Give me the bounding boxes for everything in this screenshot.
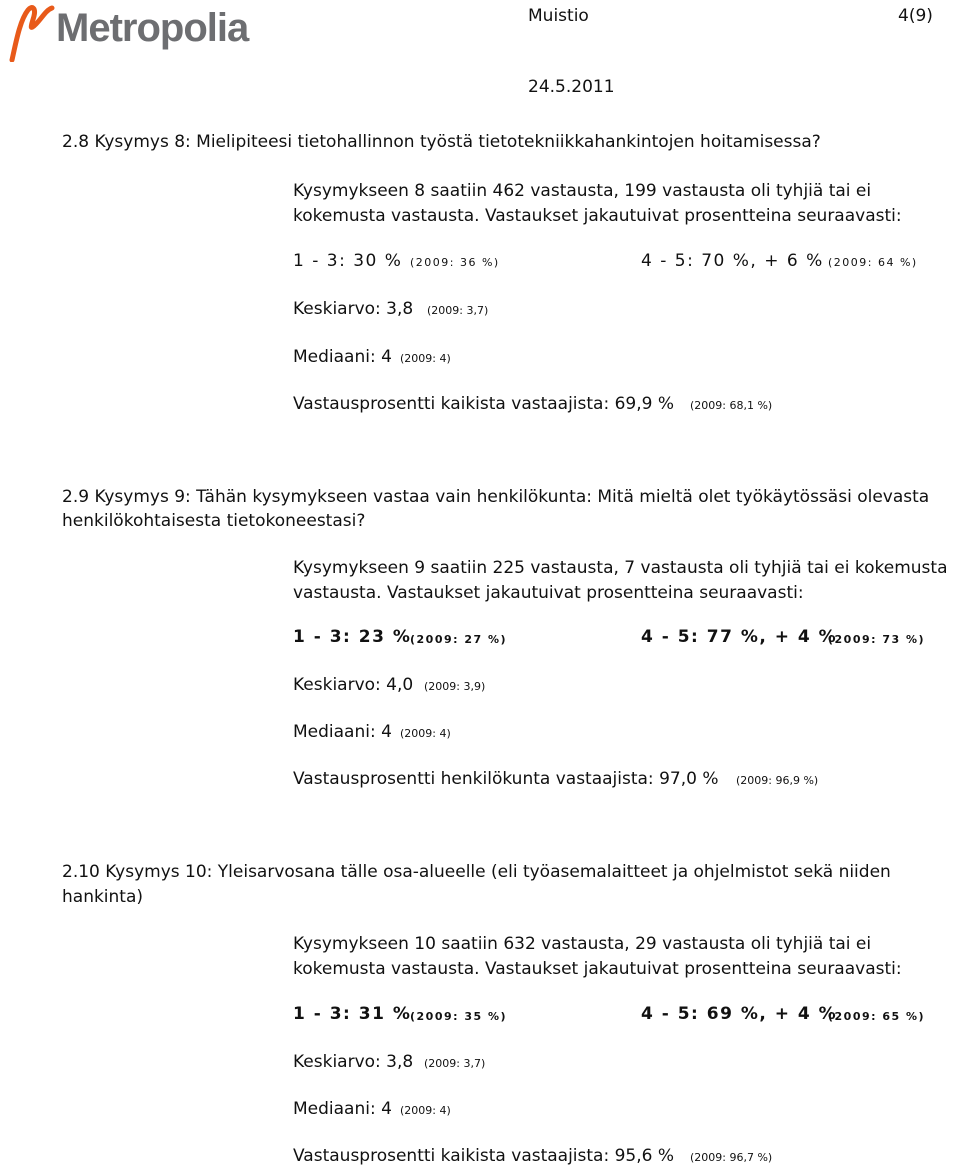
response-rate-2009: (2009: 68,1 %)	[690, 399, 773, 412]
response-rate: Vastausprosentti henkilökunta vastaajista: 97,0 %	[293, 769, 719, 789]
page-number: 4(9)	[898, 6, 933, 26]
mean-2009: (2009: 3,7)	[427, 304, 489, 317]
mean-value: Keskiarvo: 3,8	[293, 1052, 414, 1072]
section-heading: 2.9 Kysymys 9: Tähän kysymykseen vastaa vain henkilökunta: Mitä mieltä olet työkäytössäsi olevasta	[62, 487, 930, 507]
mean-value: Keskiarvo: 4,0	[293, 675, 414, 695]
section-heading: hankinta)	[62, 887, 144, 907]
document-type: Muistio	[528, 6, 589, 26]
low-score-share: 1 - 3: 30 %	[293, 251, 403, 271]
response-rate-2009: (2009: 96,7 %)	[690, 1151, 773, 1164]
document-date: 24.5.2011	[528, 77, 615, 97]
mean-value: Keskiarvo: 3,8	[293, 299, 414, 319]
low-score-2009: (2009: 35 %)	[410, 1010, 508, 1023]
response-rate: Vastausprosentti kaikista vastaajista: 69,9 %	[293, 394, 675, 414]
response-summary: kokemusta vastausta. Vastaukset jakautuivat prosentteina seuraavasti:	[293, 959, 902, 979]
logo-wordmark: Metropolia	[56, 6, 249, 50]
mean-2009: (2009: 3,7)	[424, 1057, 486, 1070]
low-score-share: 1 - 3: 31 %	[293, 1004, 412, 1024]
mean-2009: (2009: 3,9)	[424, 680, 486, 693]
response-rate: Vastausprosentti kaikista vastaajista: 95,6 %	[293, 1146, 675, 1166]
high-score-share: 4 - 5: 70 %, + 6 %	[641, 251, 824, 271]
response-summary: vastausta. Vastaukset jakautuivat prosentteina seuraavasti:	[293, 583, 804, 603]
low-score-2009: (2009: 27 %)	[410, 633, 508, 646]
section-heading: henkilökohtaisesta tietokoneestasi?	[62, 511, 366, 531]
low-score-share: 1 - 3: 23 %	[293, 627, 412, 647]
metropolia-swoosh-icon	[6, 2, 56, 62]
section-heading: 2.10 Kysymys 10: Yleisarvosana tälle osa-alueelle (eli työasemalaitteet ja ohjelmistot sekä niiden	[62, 862, 891, 882]
response-summary: kokemusta vastausta. Vastaukset jakautuivat prosentteina seuraavasti:	[293, 206, 902, 226]
high-score-2009: (2009: 65 %)	[828, 1010, 926, 1023]
response-summary: Kysymykseen 8 saatiin 462 vastausta, 199 vastausta oli tyhjiä tai ei	[293, 181, 872, 201]
median-2009: (2009: 4)	[400, 352, 451, 365]
response-summary: Kysymykseen 10 saatiin 632 vastausta, 29 vastausta oli tyhjiä tai ei	[293, 934, 872, 954]
median-value: Mediaani: 4	[293, 1099, 392, 1119]
high-score-share: 4 - 5: 77 %, + 4 %	[641, 627, 838, 647]
metropolia-logo	[6, 2, 268, 62]
response-rate-2009: (2009: 96,9 %)	[736, 774, 819, 787]
high-score-2009: (2009: 73 %)	[828, 633, 926, 646]
median-2009: (2009: 4)	[400, 1104, 451, 1117]
median-value: Mediaani: 4	[293, 722, 392, 742]
high-score-share: 4 - 5: 69 %, + 4 %	[641, 1004, 838, 1024]
median-2009: (2009: 4)	[400, 727, 451, 740]
median-value: Mediaani: 4	[293, 347, 392, 367]
section-heading: 2.8 Kysymys 8: Mielipiteesi tietohallinnon työstä tietotekniikkahankintojen hoitamisessa?	[62, 132, 821, 152]
high-score-2009: (2009: 64 %)	[828, 256, 918, 269]
low-score-2009: (2009: 36 %)	[410, 256, 500, 269]
response-summary: Kysymykseen 9 saatiin 225 vastausta, 7 vastausta oli tyhjiä tai ei kokemusta	[293, 558, 948, 578]
